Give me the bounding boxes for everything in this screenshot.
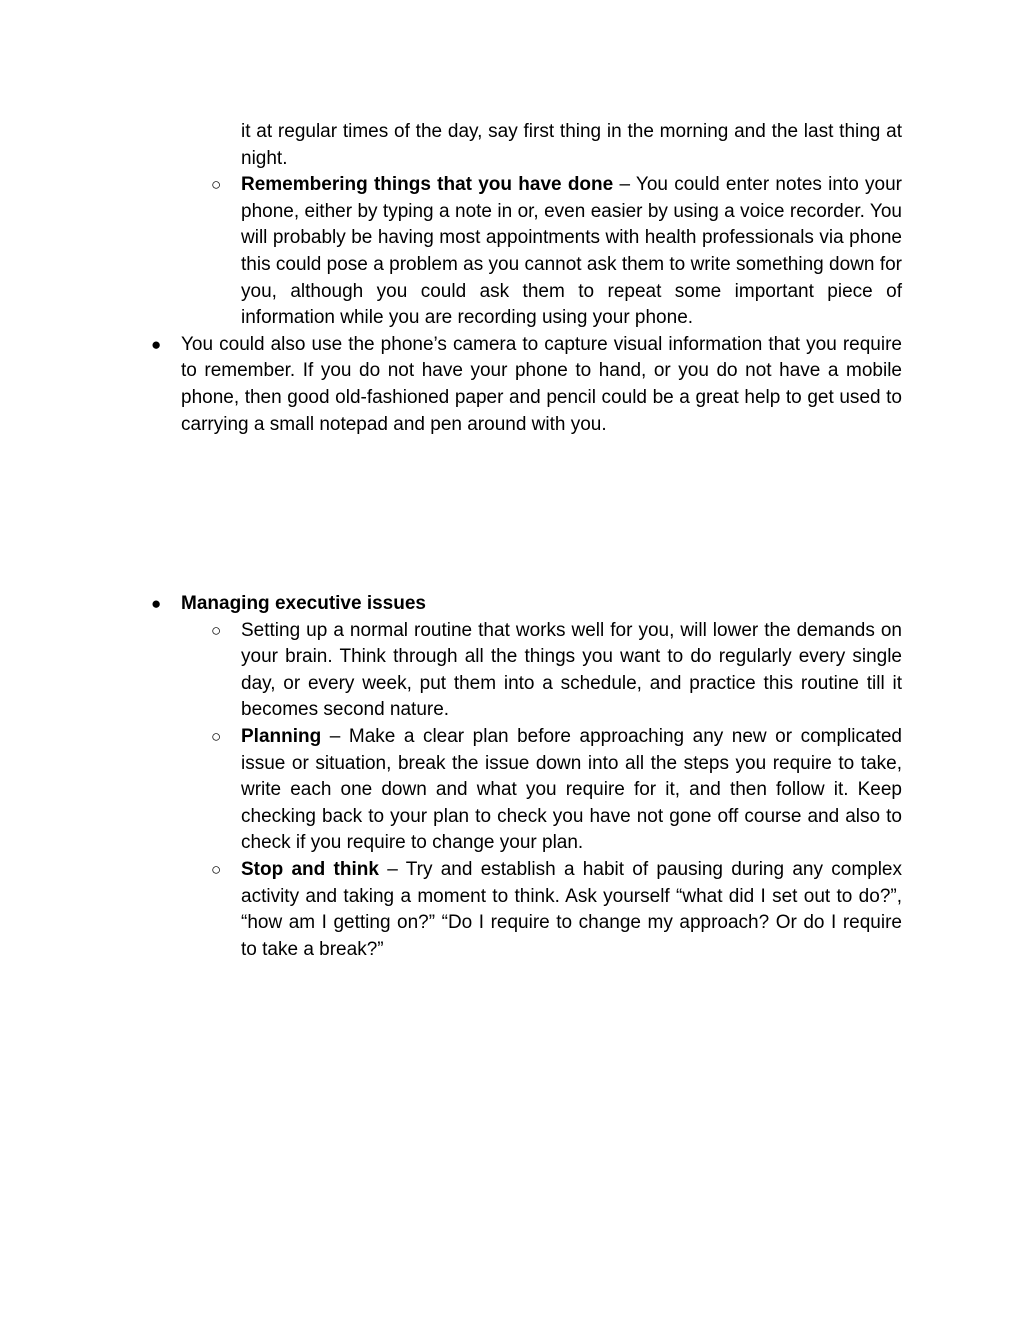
list-item-camera	[151, 332, 902, 438]
continuation-text: it at regular times of the day, say first thing in the morning and the last thing at night.	[241, 121, 902, 169]
sub-list-item-stop-and-think	[211, 857, 902, 963]
filled-bullet-icon: ●	[151, 594, 162, 613]
sub-item-bold-label: Remembering things that you have done	[241, 174, 614, 196]
sub-list-item-routine	[211, 618, 902, 724]
hollow-bullet-icon: ○	[211, 175, 222, 195]
sub-item-text: – Try and establish a habit of pausing during any complex activity and taking a moment to think. Ask yourself “what did I set out to do?”, “how am I getting on?” “Do I require to change my approach? Or do I require to take a break?”	[241, 858, 902, 960]
sub-list-item-remembering	[211, 172, 902, 332]
sub-item-text: – You could enter notes into your phone, either by typing a note in or, even easier by using a voice recorder. You will probably be having most appointments with health professionals via phone this could pose a problem as you cannot ask them to write something down for you, although you could ask them to repeat some important piece of information while you are recording using your phone.	[241, 174, 902, 329]
hollow-bullet-icon: ○	[211, 620, 222, 640]
section-heading: Managing executive issues	[181, 593, 426, 614]
section-memory-continued	[0, 119, 1024, 438]
list-item-heading	[151, 591, 902, 618]
filled-bullet-icon: ●	[151, 334, 162, 354]
sub-item-bold-label: Planning	[241, 725, 322, 747]
list-item-text: You could also use the phone’s camera to capture visual information that you require to remember. If you do not have your phone to hand, or you do not have a mobile phone, then good old-fashioned paper and pencil could be a great help to get used to carrying a small notepad and pen around with you.	[181, 333, 902, 435]
sub-list-item-planning	[211, 724, 902, 857]
sub-item-text: Setting up a normal routine that works well for you, will lower the demands on your brain. Think through all the things you want to do regularly every single day, or every week, put them into a schedule, and practice this routine till it becomes second nature.	[241, 619, 902, 721]
sub-item-bold-label: Stop and think	[241, 858, 379, 880]
hollow-bullet-icon: ○	[211, 859, 222, 879]
hollow-bullet-icon: ○	[211, 726, 222, 746]
continuation-paragraph	[241, 119, 902, 172]
sub-item-text: – Make a clear plan before approaching any new or complicated issue or situation, break the issue down into all the steps you require to take, write each one down and what you require for it, and then follow it. Keep checking back to your plan to check you have not gone off course and also to check if you require to change your plan.	[241, 725, 902, 854]
section-executive-issues	[0, 591, 1024, 963]
